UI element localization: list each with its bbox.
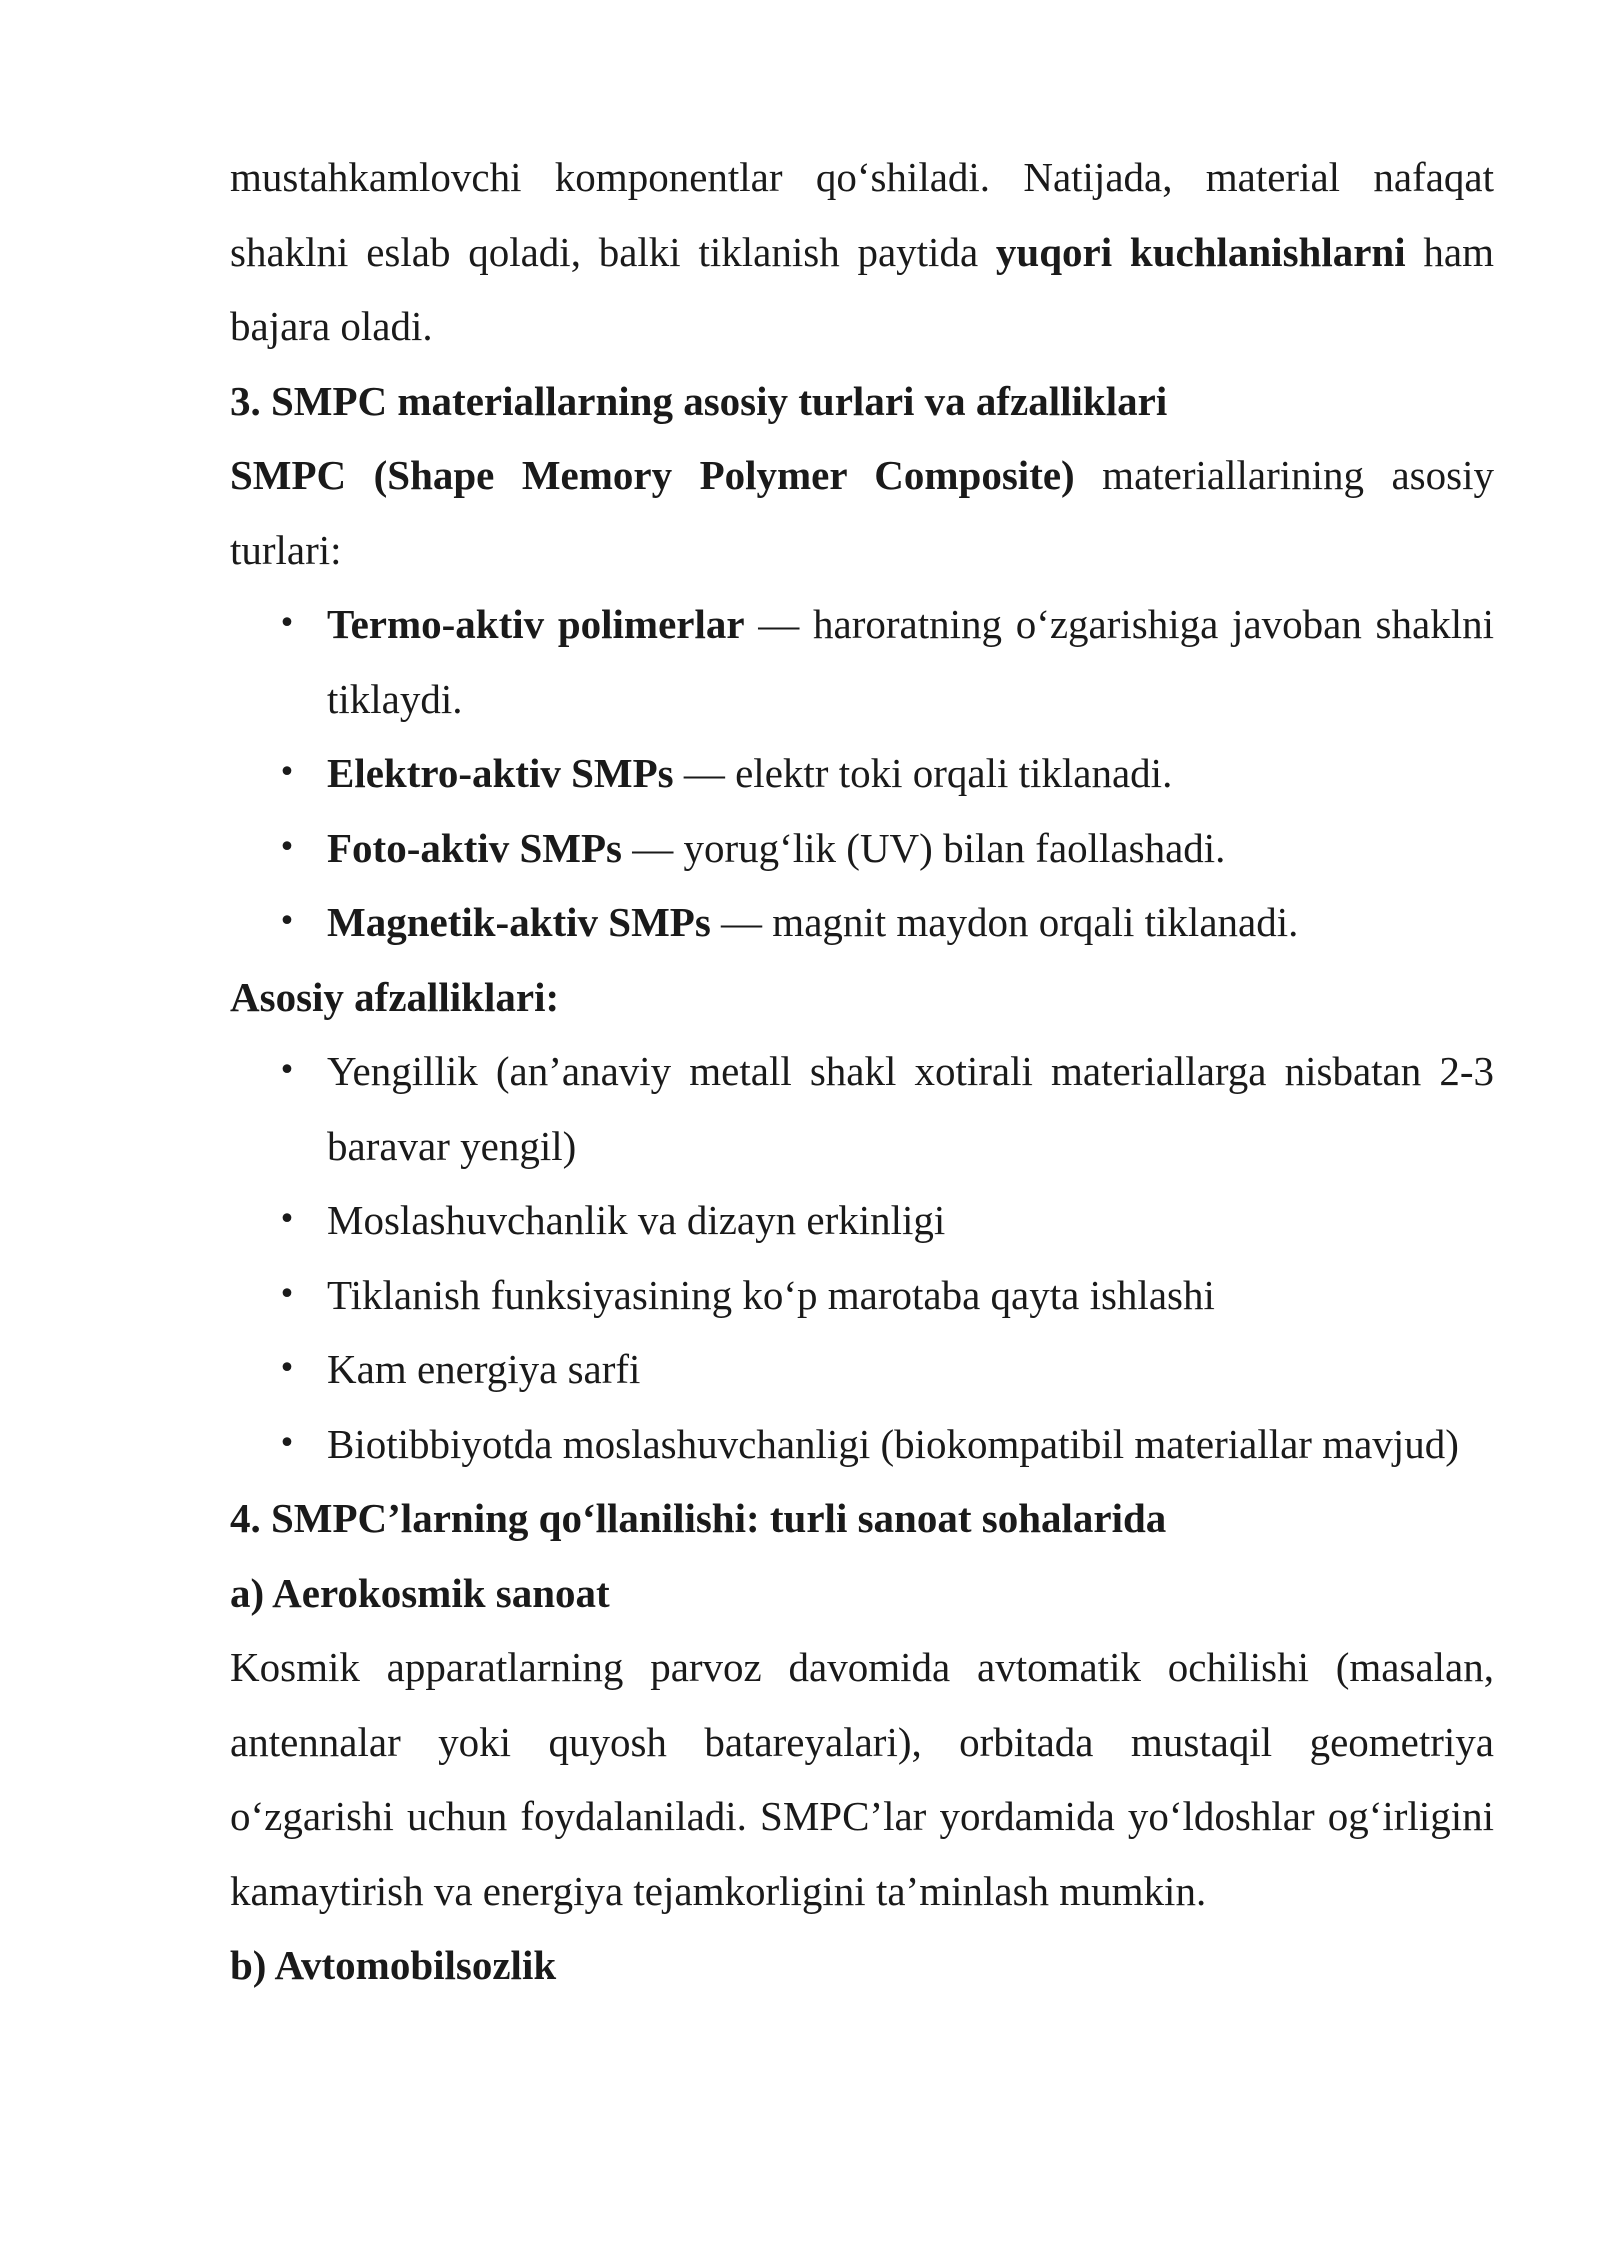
bullet-icon: • — [278, 755, 296, 790]
advantage-text: Tiklanish funksiyasining ko‘p marotaba qayta ishlashi — [327, 1271, 1215, 1318]
bullet-icon: • — [278, 1425, 296, 1461]
type-description: — elektr toki orqali tiklanadi. — [673, 750, 1173, 796]
smpc-full-name: SMPC (Shape Memory Polymer Composite) — [230, 452, 1075, 498]
list-item — [278, 1034, 1494, 1183]
bullet-icon: • — [278, 606, 296, 641]
document-page — [230, 140, 1494, 2003]
bullet-icon: • — [278, 1276, 296, 1312]
type-description: — yorug‘lik (UV) bilan faollashadi. — [621, 824, 1226, 871]
intro-text-part1: mustahkamlovchi komponentlar qo‘shiladi. Natijada, material nafaqat shaklni eslab qoladi, balki tiklanish paytida — [230, 154, 1494, 275]
section-4-heading: 4. SMPC’larning qo‘llanilishi: turli sanoat sohalarida — [230, 1495, 1167, 1541]
list-item — [278, 1258, 1494, 1333]
type-description: — magnit maydon orqali tiklanadi. — [710, 899, 1299, 945]
list-item — [278, 885, 1494, 960]
subsection-a-paragraph: Kosmik apparatlarning parvoz davomida avtomatik ochilishi (masalan, antennalar yoki quyosh batareyalari), orbitada mustaqil geometriya o‘zgarishi uchun foydalaniladi. SMPC’lar yordamida yo‘ldoshlar og‘irligini kamaytirish va energiya tejamkorligini ta’minlash mumkin. — [230, 1644, 1494, 1914]
section-3-heading: 3. SMPC materiallarning asosiy turlari va afzalliklari — [230, 377, 1168, 424]
intro-paragraph — [230, 140, 1494, 364]
list-item — [278, 1332, 1494, 1407]
section-3-intro — [230, 438, 1494, 587]
advantage-text: Kam energiya sarfi — [327, 1346, 641, 1392]
advantage-text: Biotibbiyotda moslashuvchanligi (biokompatibil materiallar mavjud) — [327, 1420, 1459, 1467]
type-name: Magnetik-aktiv SMPs — [327, 899, 711, 945]
smpc-types-list — [230, 587, 1494, 960]
list-item — [278, 587, 1494, 736]
advantages-heading: Asosiy afzalliklari: — [230, 973, 560, 1020]
intro-text-part2: ham bajara oladi. — [230, 228, 1494, 349]
subsection-b-heading: b) Avtomobilsozlik — [230, 1942, 557, 1988]
subsection-a-heading: a) Aerokosmik sanoat — [230, 1569, 610, 1616]
bullet-icon: • — [278, 904, 296, 939]
type-name: Elektro-aktiv SMPs — [327, 750, 674, 796]
intro-bold-phrase: yuqori kuchlanishlarni — [995, 228, 1406, 275]
bullet-icon: • — [278, 1202, 296, 1237]
bullet-icon: • — [278, 1053, 296, 1088]
list-item — [278, 736, 1494, 811]
list-item — [278, 1183, 1494, 1258]
bullet-icon: • — [278, 829, 296, 865]
type-name: Termo-aktiv polimerlar — [327, 601, 745, 647]
type-name: Foto-aktiv SMPs — [327, 824, 622, 871]
bullet-icon: • — [278, 1351, 296, 1386]
advantage-text: Yengillik (an’anaviy metall shakl xotirali materiallarga nisbatan 2-3 baravar yengil) — [327, 1048, 1494, 1169]
advantage-text: Moslashuvchanlik va dizayn erkinligi — [327, 1197, 946, 1243]
section-3-intro-rest: materiallarining asosiy turlari: — [230, 452, 1494, 573]
advantages-list — [230, 1034, 1494, 1481]
list-item — [278, 811, 1494, 886]
type-description: — haroratning o‘zgarishiga javoban shaklni tiklaydi. — [327, 601, 1494, 722]
list-item — [278, 1407, 1494, 1482]
